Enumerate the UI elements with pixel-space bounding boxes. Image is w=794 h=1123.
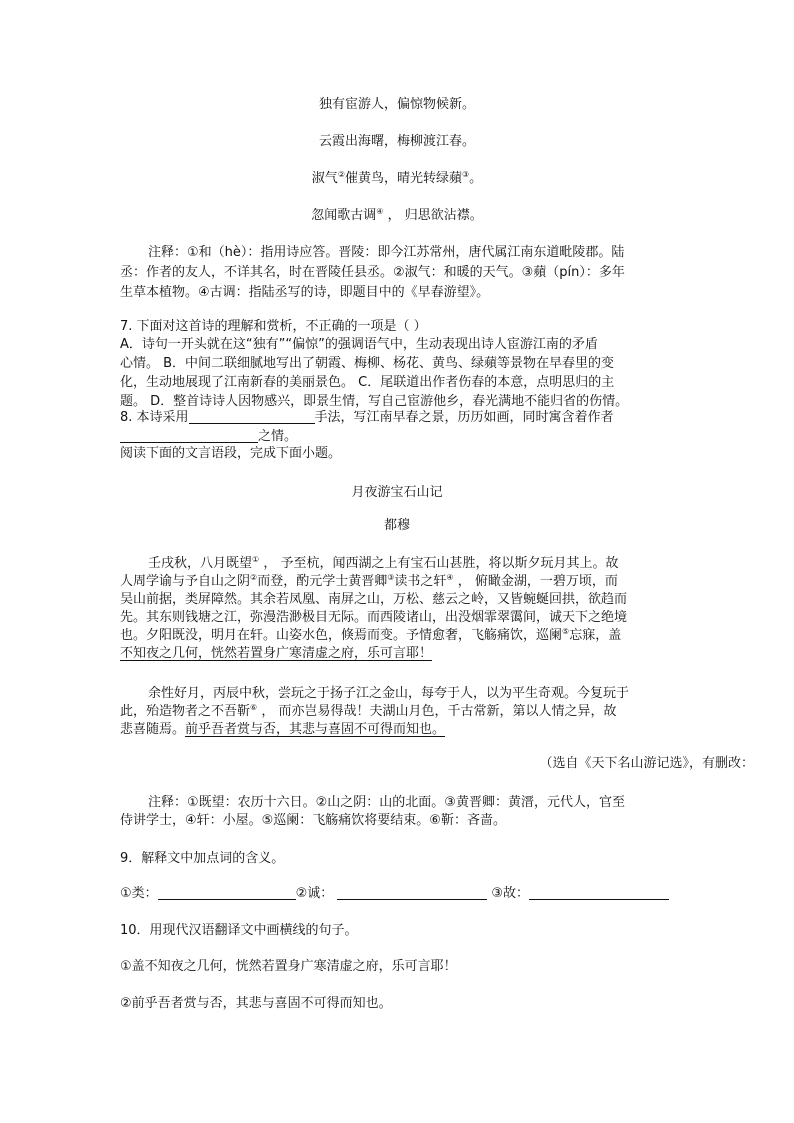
essay-text: 忘寐，盖 — [569, 628, 622, 643]
essay-p1-line-6-underlined: 不知夜之几何，恍然若置身广寒清虚之府，乐可言耶！ — [120, 646, 433, 661]
essay-p2-line-1: 余性好月，丙辰中秋，尝玩之于扬子江之金山，每夸于人，以为平生奇观。今复玩于 — [148, 686, 630, 701]
essay-p2-line-3 — [120, 721, 445, 739]
essay-text: 也。夕阳既没，明月在轩。山姿水色，倏焉而变。予情愈奢，飞觞痛饮，巡阑 — [120, 628, 563, 643]
essay-text: ， 而亦岂易得哉！夫湖山月色，千古常新，第以人情之异，故 — [257, 704, 617, 719]
q9-item-3-label: ③故： — [491, 886, 529, 901]
essay-underlined-sentence: 前乎吾者赏与否，其悲与喜固不可得而知也。 — [185, 722, 446, 737]
note-mark: ③ — [462, 170, 470, 179]
poem-line-1 — [0, 96, 794, 114]
q7-line-4: 化，生动地展现了江南新春的美丽景色。 C．尾联道出作者伤春的本意，点明思归的主 — [120, 375, 615, 390]
poem-line-3-b: 催黄鸟，晴光转绿蘋 — [344, 171, 462, 186]
poem-note-line-1: 注释：①和（hè）：指用诗应答。晋陵：即今江苏常州，唐代属江南东道毗陵郡。陆 — [148, 245, 625, 260]
q8-prefix: 8. 本诗采用 — [120, 410, 189, 425]
poem-line-4 — [0, 207, 794, 225]
q10-title: 10．用现代汉语翻译文中画横线的句子。 — [120, 923, 358, 938]
q7-line-5: 题。 D．整首诗诗人因物感兴，即景生情，写自己宦游他乡，春光满地不能归省的伤情。 — [120, 394, 629, 409]
q8-mid: 手法，写江南早春之景，历历如画，同时寓含着作者 — [314, 410, 614, 425]
essay-text: 壬戌秋，八月既望 — [148, 556, 253, 571]
q9-item-1-label: ①类： — [120, 886, 158, 901]
essay-text: ， 俯瞰金湖，一碧万顷，而 — [453, 574, 618, 589]
q9-blank-2[interactable] — [337, 885, 487, 900]
q8-line-2 — [120, 428, 297, 446]
essay-text: 读书之轩 — [394, 574, 447, 589]
essay-source: （选自《天下名山游记选》，有删改： — [539, 756, 754, 771]
essay-note-line-2: 侍讲学士，④轩：小屋。⑤巡阑：飞觞痛饮将要结束。⑥靳：吝啬。 — [120, 813, 506, 828]
q9-answers — [120, 885, 669, 903]
essay-text: 而登，酌元学士黄晋卿 — [257, 574, 388, 589]
poem-line-3-a: 淑气 — [311, 171, 338, 186]
q9-title: 9．解释文中加点词的含义。 — [120, 851, 285, 866]
q8-blank-1[interactable] — [189, 409, 315, 424]
essay-p2-line-2 — [120, 703, 616, 721]
poem-line-4-a: 忽闻歌古调 — [311, 208, 377, 223]
reading-intro: 阅读下面的文言语段，完成下面小题。 — [120, 446, 342, 461]
essay-p1-line-5 — [120, 627, 621, 645]
note-mark: ② — [250, 573, 258, 582]
q8-blank-2[interactable] — [120, 428, 258, 443]
essay-title: 月夜游宝石山记 — [351, 485, 443, 500]
q7-stem: 7. 下面对这首诗的理解和赏析，不正确的一项是（ ） — [120, 319, 427, 334]
essay-text: 悲喜随焉。 — [120, 722, 186, 737]
poem-line-3 — [0, 170, 794, 188]
q8-suffix: 之情。 — [258, 429, 298, 444]
q9-item-2-label: ②诚： — [295, 886, 334, 901]
q10-sentence-1: ①盖不知夜之几何，恍然若置身广寒清虚之府，乐可言耶！ — [120, 959, 457, 974]
q7-line-3: 心情。 B．中间二联细腻地写出了朝霞、梅柳、杨花、黄鸟、绿蘋等景物在早春里的变 — [120, 356, 615, 371]
poem-line-4-b: ， 归思欲沾襟。 — [383, 208, 483, 223]
q10-sentence-2: ②前乎吾者赏与否，其悲与喜固不可得而知也。 — [120, 996, 392, 1011]
q8-line-1 — [120, 409, 614, 427]
essay-text: 此，殆造物者之不吾靳 — [120, 704, 251, 719]
note-mark: ⑤ — [562, 627, 570, 636]
q9-blank-1[interactable] — [158, 885, 296, 900]
q9-blank-3[interactable] — [529, 885, 669, 900]
essay-author: 都穆 — [383, 518, 410, 533]
essay-p1-line-4: 先。其东则钱塘之江，弥漫浩渺极目无际。而西陵诸山，出没烟霏翠霭间，诚天下之绝境 — [120, 610, 628, 625]
note-mark: ④ — [376, 207, 384, 216]
note-mark: ① — [252, 555, 260, 564]
essay-text: ， 予至杭，闻西湖之上有宝石山甚胜，将以斯夕玩月其上。故 — [259, 556, 619, 571]
essay-note-line-1: 注释：①既望：农历十六日。②山之阴：山的北面。③黄晋卿：黄溍，元代人，官至 — [148, 795, 625, 810]
essay-p1-line-3: 吴山前据，类屏障然。其余若凤凰、南屏之山，万松、慈云之岭，又皆蜿蜒回拱，欲趋而 — [120, 592, 628, 607]
essay-p1-line-1 — [148, 555, 618, 573]
poem-note-line-3: 生草本植物。④古调：指陆丞写的诗，即题目中的《早春游望》。 — [120, 285, 490, 300]
note-mark: ⑥ — [250, 703, 258, 712]
note-mark: ③ — [387, 573, 395, 582]
note-mark: ④ — [446, 573, 454, 582]
note-mark: ② — [337, 170, 345, 179]
poem-note-line-2: 丞：作者的友人，不详其名，时在晋陵任县丞。②淑气：和暖的天气。③蘋（pín）：多年 — [120, 265, 625, 280]
q7-line-2: A．诗句一开头就在这“独有”“偏惊”的强调语气中，生动表现出诗人宦游江南的矛盾 — [120, 337, 598, 352]
essay-text: 人周学谕与予自山之阴 — [120, 574, 251, 589]
poem-line-2-text: 云霞出海曙，梅柳渡江春。 — [318, 134, 475, 149]
poem-line-2 — [0, 133, 794, 151]
essay-p1-line-2 — [120, 573, 618, 591]
poem-line-1-text: 独有宦游人，偏惊物候新。 — [318, 97, 475, 112]
poem-line-3-c: 。 — [469, 171, 483, 186]
